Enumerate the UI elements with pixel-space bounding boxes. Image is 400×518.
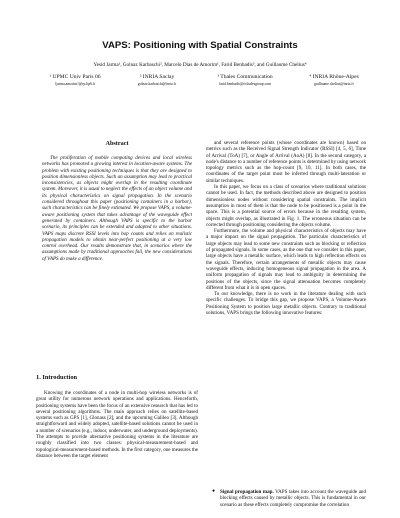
bullet-description: VAPS takes into account the waveguide and blocking effects caused by metallic objects. This is fundamental in our scenario as these effects completely compromise the correlation xyxy=(220,489,366,508)
intro-text: Knowing the coordinates of a node in multi-hop wireless networks is of great utility for numerous network operations and applications. Henceforth, positioning systems have been the focus of an extensive research that has led to several positioning algorithms. The main approach relies on satellite-based systems such as GPS [1], Glonass [2], and the upcoming Galileo [3]. Although straightforward and widely adopted, satellite-based solutions cannot be used in a number of scenarios (e.g., indoor, underwater, and underground deployments). The attempts to provide alternative positioning systems in the literature are roughly classified into two classes: physical-measurement-based and topological-measurement-based methods. In the first category, one measures the distance between the target element xyxy=(36,390,198,459)
bullet-icon: ● xyxy=(212,489,216,494)
affiliation-3 xyxy=(202,74,288,86)
paragraph: To our knowledge, there is no work in the literature dealing with such specific challenges. To bridge this gap, we propose VAPS, a Volume-Aware Positioning System to position large metallic objects. Contrary to traditional solutions, VAPS brings the following innovative features: xyxy=(206,291,366,317)
affiliation-name: ³ Thales Communication xyxy=(217,74,273,80)
affiliation-4 xyxy=(292,74,376,86)
affiliations xyxy=(46,74,372,94)
affiliation-email: {jarma,amorim}@rp.lip6.fr xyxy=(54,82,96,86)
bullet-title: Signal propagation map. xyxy=(220,489,274,495)
affiliation-2 xyxy=(116,74,198,86)
author-list: Yesid Jarma¹, Golnaz Karbaschi², Marcelo Dias de Amorim¹, Farid Benbadis³, and Guillaume Chelius⁴ xyxy=(93,62,307,68)
affiliation-name: ⁴ INRIA Rhône-Alpes xyxy=(309,74,359,80)
paragraph: In this paper, we focus on a class of scenarios where traditional solutions cannot be used. In fact, the methods described above are designed to position dimensionless nodes without considering spatial constraints. The implicit assumption in most of them is that the node to be positioned is a point in the space. This is a potential source of errors because in the resulting system, objects might overlap, as illustrated in Fig. 1. The erroneous situation can be corrected through positioning considering the objects volume. xyxy=(206,184,366,228)
abstract-section xyxy=(36,140,198,262)
affiliation-1 xyxy=(46,74,104,86)
intro-heading: 1. Introduction xyxy=(36,374,78,381)
abstract-heading: Abstract xyxy=(105,140,129,147)
paragraph: and several reference points (whose coordinates are known) based on metrics such as the Received Signal Strength Indicator (RSSI) [4, 5, 6], Time of Arrival (ToA) [7], or Angle of Arrival (AoA) [8]. In the second category, a node's distance to a number of reference points is determined by using network topology metrics such as the hop-count [9, 10, 11]. In both cases, the coordinates of the target point must be inferred through multi-lateration or similar techniques. xyxy=(206,140,366,184)
affiliation-name: ¹ UPMC Univ Paris 06 xyxy=(49,74,101,80)
affiliation-name: ² INRIA Saclay xyxy=(139,74,175,80)
feature-bullet xyxy=(208,489,366,508)
affiliation-email: farid.benbadis@fr.thalesgroup.com xyxy=(218,82,272,86)
affiliation-email: golnaz.karbaschi@inria.fr xyxy=(137,82,177,86)
paragraph: Furthermore, the volume and physical characteristics of objects may have a major impact on the signal propagation. The particular characteristics of large objects may lead to some new constraints such as blocking or reflection of propagated signals. In some cases, as the one that we consider in this paper, large objects have a metallic surface, which leads to high reflection effects on the signals. Therefore, certain arrangements of metallic objects may cause waveguide effects, inducing homogeneous signal propagation in the area. A uniform propagation of signals may lead to ambiguity in determining the positions of the objects, since the signal attenuation becomes completely different from what it is in open spaces. xyxy=(206,228,366,291)
right-column xyxy=(206,140,366,316)
bullet-text xyxy=(220,489,366,508)
affiliation-email: guillaume.chelius@inria.fr xyxy=(314,82,354,86)
abstract-text: The proliferation of mobile computing devices and local wireless networks has promoted a growing interest in location-aware systems. The problem with existing positioning techniques is that they are designed to position dimensionless objects. Such an assumption may lead to practical inconsistencies, as objects might overlap in the resulting coordinate system. Moreover, it is usual to neglect the effects of an object volume and its physical characteristics on signal propagation. In the scenario considered throughout this paper (positioning containers in a harbor), such characteristics can be finely estimated. We propose VAPS, a volume-aware positioning system that takes advantage of the waveguide effect generated by containers. Although VAPS is specific to the harbor scenario, its principles can be extended and adapted to other situations. VAPS maps discrete RSSI levels into hop counts and relies on realistic propagation models to obtain near-perfect positioning at a very low control overhead. Our results demonstrate that, in scenarios where the assumptions made by traditional approaches fail, the new considerations of VAPS do make a difference. xyxy=(42,155,192,262)
paper-title: VAPS: Positioning with Spatial Constraints xyxy=(102,40,298,51)
